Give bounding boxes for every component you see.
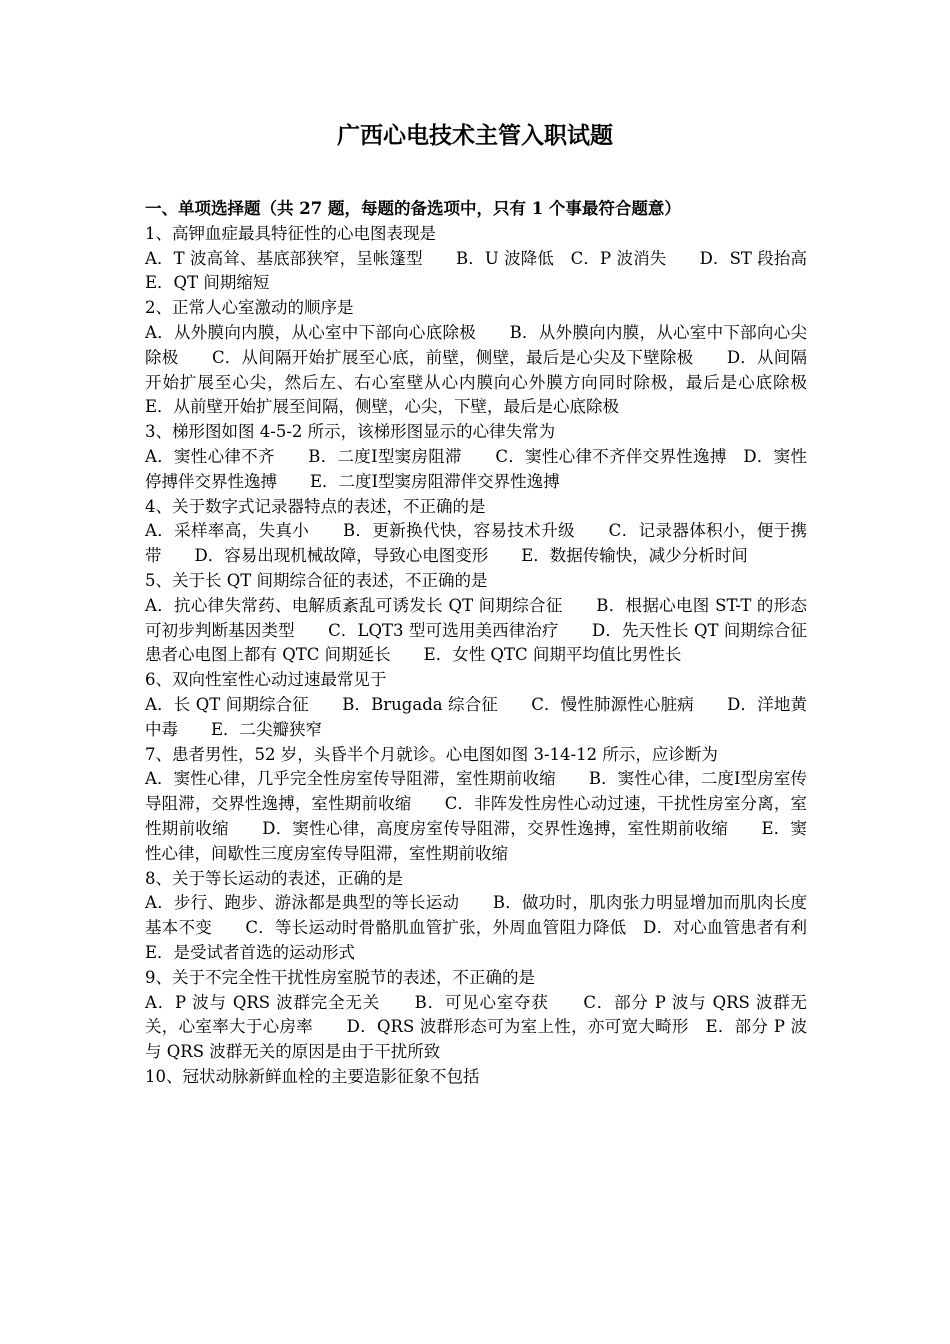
question-3 [145,420,807,494]
question-10 [145,1065,807,1090]
question-2 [145,296,840,420]
question-options: A．采样率高，失真小 B．更新换代快，容易技术升级 C．记录器体积小，便于携带 D．容易出现机械故障，导致心电图变形 E．数据传输快，减少分析时间 [145,521,807,566]
question-text: 3、梯形图如图 4-5-2 所示，该梯形图显示的心律失常为 [145,422,556,442]
question-9 [145,966,807,1065]
question-text: 7、患者男性，52 岁，头昏半个月就诊。心电图如图 3-14-12 所示，应诊断为 [145,744,718,764]
question-1 [145,222,824,296]
question-text: 5、关于长 QT 间期综合征的表述，不正确的是 [145,570,488,590]
page-title: 广西心电技术主管入职试题 [337,122,613,149]
question-options: A．P 波与 QRS 波群完全无关 B．可见心室夺获 C．部分 P 波与 QRS 波群无关，心室率大于心房率 D．QRS 波群形态可为室上性，亦可宽大畸形 E．部分 P 波与 QRS 波群无关的原因是由于干扰所致 [145,992,807,1062]
question-options: A．长 QT 间期综合征 B．Brugada 综合征 C．慢性肺源性心脏病 D．洋地黄中毒 E．二尖瓣狭窄 [145,694,807,739]
question-text: 10、冠状动脉新鲜血栓的主要造影征象不包括 [145,1066,480,1086]
section-heading: 一、单项选择题（共 27 题，每题的备选项中，只有 1 个事最符合题意） [145,199,681,218]
question-8 [145,867,840,966]
question-text: 2、正常人心室激动的顺序是 [145,298,354,318]
question-options: A．抗心律失常药、电解质紊乱可诱发长 QT 间期综合征 B．根据心电图 ST-T 的形态可初步判断基因类型 C．LQT3 型可选用美西律治疗 D．先天性长 QT 间期综合征患者心电图上都有 QTC 间期延长 E．女性 QTC 间期平均值比男性长 [145,595,807,665]
question-text: 6、双向性室性心动过速最常见于 [145,670,387,690]
question-options: A．T 波高耸、基底部狭窄，呈帐篷型 B．U 波降低 C．P 波消失 D．ST 段抬高 E．QT 间期缩短 [145,248,824,293]
question-7 [145,743,807,867]
document-body [145,197,840,1090]
question-6 [145,668,807,742]
question-text: 1、高钾血症最具特征性的心电图表现是 [145,223,436,243]
question-5 [145,569,807,668]
question-text: 4、关于数字式记录器特点的表述，不正确的是 [145,496,486,516]
question-options: A．窦性心律不齐 B．二度Ⅰ型窦房阻滞 C．窦性心律不齐伴交界性逸搏 D．窦性停搏伴交界性逸搏 E．二度Ⅰ型窦房阻滞伴交界性逸搏 [145,446,807,491]
question-options: A．步行、跑步、游泳都是典型的等长运动 B．做功时，肌肉张力明显增加而肌肉长度基本不变 C．等长运动时骨骼肌血管扩张，外周血管阻力降低 D．对心血管患者有利 E．是受试者首选的运动形式 [145,893,840,962]
question-options: A．从外膜向内膜，从心室中下部向心底除极 B．从外膜向内膜，从心室中下部向心尖除极 C．从间隔开始扩展至心底，前壁，侧壁，最后是心尖及下壁除极 D．从间隔开始扩展至心尖，然后左、右心室壁从心内膜向心外膜方向同时除极，最后是心底除极 E．从前壁开始扩展至间隔，侧壁，心尖，下壁，最后是心底除极 [145,322,840,417]
question-text: 8、关于等长运动的表述，正确的是 [145,868,403,888]
question-options: A．窦性心律，几乎完全性房室传导阻滞，室性期前收缩 B．窦性心律，二度Ⅰ型房室传导阻滞，交界性逸搏，室性期前收缩 C．非阵发性房性心动过速，干扰性房室分离，室性期前收缩 D．窦性心律，高度房室传导阻滞，交界性逸搏，室性期前收缩 E．窦性心律，间歇性三度房室传导阻滞，室性期前收缩 [145,769,807,863]
question-4 [145,495,807,569]
question-text: 9、关于不完全性干扰性房室脱节的表述，不正确的是 [145,967,535,987]
